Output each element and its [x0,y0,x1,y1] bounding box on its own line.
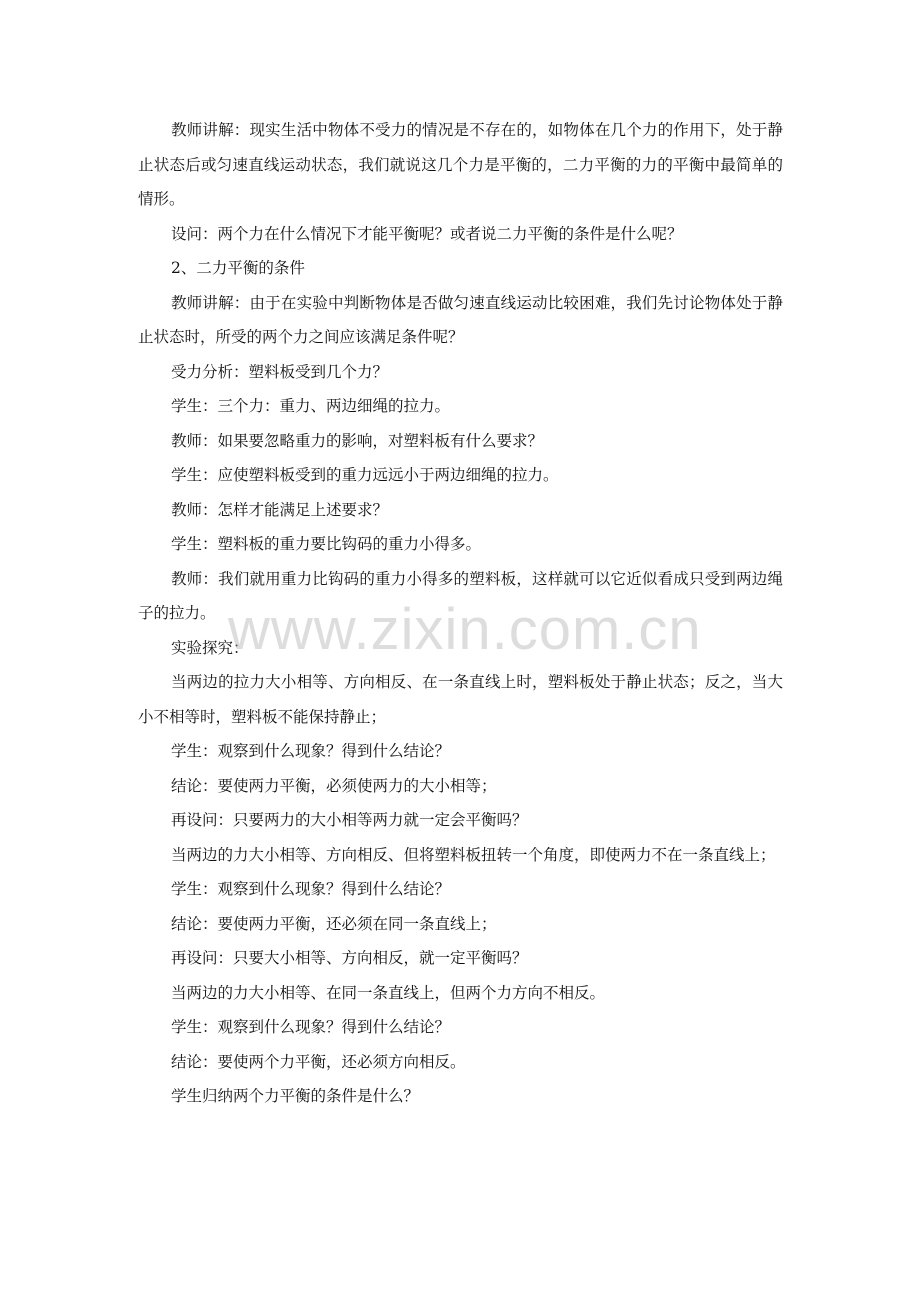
paragraph-conclusion-1: 结论：要使两力平衡，必须使两力的大小相等； [171,776,497,795]
paragraph-teacher-3: 教师：我们就用重力比钩码的重力小得多的塑料板，这样就可以它近似看成只受到两边绳子的拉力。 [138,569,783,622]
paragraph-student-1: 学生：三个力：重力、两边细绳的拉力。 [171,397,451,415]
paragraph-student-4: 学生：观察到什么现象？得到什么结论？ [171,742,451,760]
paragraph-student-3: 学生：塑料板的重力要比钩码的重力小得多。 [171,535,482,553]
document-body [138,113,783,1114]
paragraph-teacher-2: 教师：怎样才能满足上述要求？ [171,500,389,519]
paragraph-question-1: 设问：两个力在什么情况下才能平衡呢？或者说二力平衡的条件是什么呢？ [171,224,683,243]
paragraph-student-6: 学生：观察到什么现象？得到什么结论？ [171,1018,451,1036]
paragraph-conclusion-2: 结论：要使两力平衡，还必须在同一条直线上； [171,914,497,933]
paragraph-experiment-3: 当两边的力大小相等、在同一条直线上，但两个力方向不相反。 [171,983,606,1002]
paragraph-question-2: 再设问：只要两力的大小相等两力就一定会平衡吗？ [171,811,528,829]
section-heading-balance-conditions: 2、二力平衡的条件 [171,259,305,277]
paragraph-experiment-2: 当两边的力大小相等、方向相反、但将塑料板扭转一个角度，即使两力不在一条直线上； [171,845,776,864]
watermark-text: www.zixin.com.cn [228,597,702,662]
paragraph-student-2: 学生：应使塑料板受到的重力远远小于两边细绳的拉力。 [171,466,559,484]
paragraph-question-3: 再设问：只要大小相等、方向相反，就一定平衡吗？ [171,949,528,967]
paragraph-student-5: 学生：观察到什么现象？得到什么结论？ [171,880,451,898]
paragraph-conclusion-3: 结论：要使两个力平衡，还必须方向相反。 [171,1052,466,1071]
paragraph-teacher-explanation-2: 教师讲解：由于在实验中判断物体是否做匀速直线运动比较困难，我们先讨论物体处于静止状态时，所受的两个力之间应该满足条件呢？ [138,293,783,346]
paragraph-summary-question: 学生归纳两个力平衡的条件是什么？ [171,1087,420,1105]
paragraph-experiment-heading: 实验探究： [171,638,249,657]
paragraph-teacher-1: 教师：如果要忽略重力的影响，对塑料板有什么要求？ [171,431,544,450]
paragraph-teacher-explanation-1: 教师讲解：现实生活中物体不受力的情况是不存在的，如物体在几个力的作用下，处于静止状态后或匀速直线运动状态，我们就说这几个力是平衡的，二力平衡的力的平衡中最简单的情形。 [138,121,783,208]
paragraph-experiment-1: 当两边的拉力大小相等、方向相反、在一条直线上时，塑料板处于静止状态；反之，当大小不相等时，塑料板不能保持静止； [138,673,783,726]
paragraph-force-analysis: 受力分析：塑料板受到几个力？ [171,362,389,381]
